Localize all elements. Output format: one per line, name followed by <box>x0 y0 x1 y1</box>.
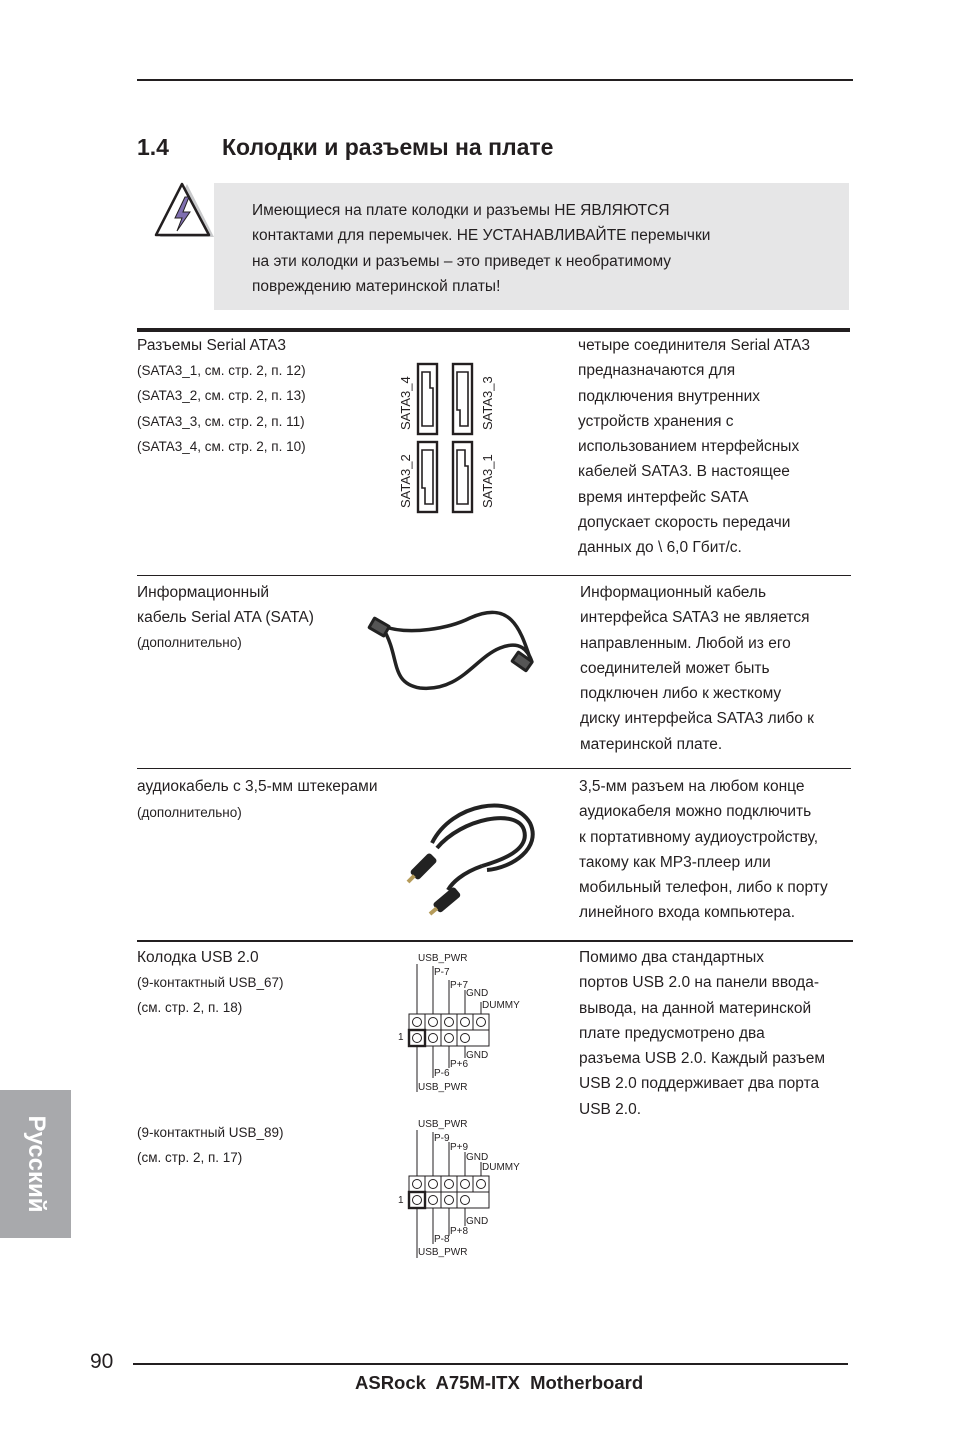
usb67-gnd-top: GND <box>466 988 489 999</box>
audio-note: (дополнительно) <box>137 805 242 820</box>
language-label: Русский <box>23 1115 50 1213</box>
usb89-gnd-bot: GND <box>466 1216 489 1227</box>
usb89-pplus-top: P+9 <box>450 1142 469 1153</box>
usb89-header-diagram <box>392 1114 532 1264</box>
sata-description: четыре соединителя Serial ATA3 предназначаются для подключения внутренних устройств хранения с использованием нтерфейсных кабелей SATA3. В настоящее время интерфейс SATA допускает скорость передачи данных до \ 6,0 Гбит/с. <box>578 337 811 557</box>
usb67-pwr-bot: USB_PWR <box>418 1082 468 1093</box>
cable-note: (дополнительно) <box>137 635 242 650</box>
usb89-pin1: 1 <box>398 1195 404 1206</box>
warning-icon <box>154 182 216 240</box>
usb67-dummy: DUMMY <box>482 1000 520 1011</box>
audio-cable-image <box>392 798 537 918</box>
row-divider <box>137 940 853 942</box>
sata3-2-label: SATA3_2 <box>398 454 413 508</box>
usb89-dummy: DUMMY <box>482 1162 520 1173</box>
usb89-gnd-top: GND <box>466 1152 489 1163</box>
usb67-pplus-top: P+7 <box>450 980 469 991</box>
usb67-pminus-top: P-7 <box>434 967 450 978</box>
page-number: 90 <box>90 1350 114 1373</box>
usb89-pwr-bot: USB_PWR <box>418 1247 468 1258</box>
audio-description: 3,5-мм разъем на любом конце аудиокабеля можно подключить к портативному аудиоустройству, такому как MP3-плеер или мобильный телефон, либо к порту линейного входа компьютера. <box>579 778 828 922</box>
top-rule <box>137 79 853 81</box>
sata-refs: (SATA3_1, см. стр. 2, п. 12) (SATA3_2, см. стр. 2, п. 13) (SATA3_3, см. стр. 2, п. 11) (SATA3_4, см. стр. 2, п. 10) <box>137 363 306 454</box>
usb67-pplus-bot: P+6 <box>450 1059 469 1070</box>
row-divider <box>137 768 851 769</box>
table-top-rule <box>137 328 850 332</box>
sata-title: Разъемы Serial ATA3 <box>137 337 286 354</box>
usb67-pminus-bot: P-6 <box>434 1068 450 1079</box>
footer-product: ASRock A75M-ITX Motherboard <box>355 1372 644 1393</box>
usb-description: Помимо два стандартных портов USB 2.0 на панели ввода- вывода, на данной материнской плате предусмотрено два разъема USB 2.0. Каждый разъем USB 2.0 поддерживает два порта USB 2.0. <box>579 949 826 1118</box>
footer-rule <box>133 1363 848 1365</box>
usb89-pwr-top: USB_PWR <box>418 1119 468 1130</box>
section-title: Колодки и разъемы на плате <box>222 134 554 160</box>
usb89-pminus-top: P-9 <box>434 1133 450 1144</box>
sata-connectors-diagram <box>392 360 500 518</box>
usb-title: Колодка USB 2.0 <box>137 949 259 966</box>
usb89-pminus-bot: P-8 <box>434 1234 450 1245</box>
cable-title: Информационный кабель Serial ATA (SATA) <box>137 584 314 627</box>
usb67-header-diagram <box>392 948 532 1098</box>
usb89-pplus-bot: P+8 <box>450 1226 469 1237</box>
section-number: 1.4 <box>137 134 169 160</box>
usb67-pwr-top: USB_PWR <box>418 953 468 964</box>
row-divider <box>137 575 851 576</box>
usb67-gnd-bot: GND <box>466 1050 489 1061</box>
cable-description: Информационный кабель интерфейса SATA3 не является направленным. Любой из его соединителей может быть подключен либо к жесткому диску интерфейса SATA3 либо к материнской плате. <box>580 584 814 753</box>
usb67-pin1: 1 <box>398 1032 404 1043</box>
warning-text: Имеющиеся на плате колодки и разъемы НЕ ЯВЛЯЮТСЯ контактами для перемычек. НЕ УСТАНАВЛИВАЙТЕ перемычки на эти колодки и разъемы – это приведет к необратимому повреждению материнской платы! <box>252 202 711 296</box>
sata-cable-image <box>360 588 545 693</box>
audio-title: аудиокабель с 3,5-мм штекерами <box>137 778 378 795</box>
sata3-3-label: SATA3_3 <box>480 376 495 430</box>
usb67-refs: (9-контактный USB_67) (см. стр. 2, п. 18) <box>137 975 284 1016</box>
usb89-refs: (9-контактный USB_89) (см. стр. 2, п. 17) <box>137 1125 284 1166</box>
sata3-4-label: SATA3_4 <box>398 376 413 430</box>
sata3-1-label: SATA3_1 <box>480 454 495 508</box>
language-side-tab <box>0 1090 71 1238</box>
